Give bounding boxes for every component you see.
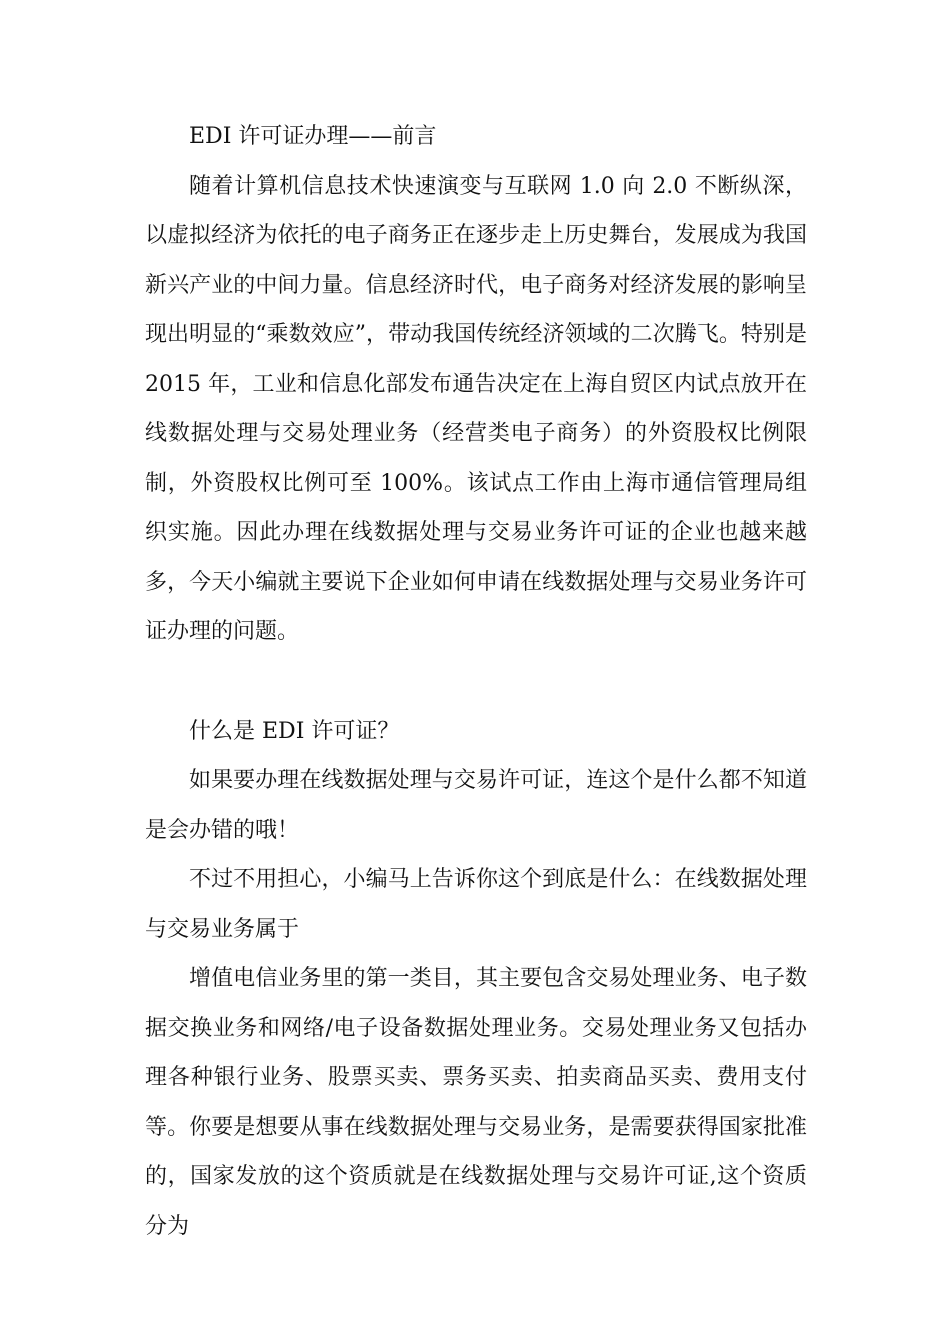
paragraph-warning: 如果要办理在线数据处理与交易许可证，连这个是什么都不知道是会办错的哦！ [145, 768, 807, 843]
document-body [145, 112, 807, 1251]
section-heading-preface: EDI 许可证办理——前言 [189, 124, 437, 149]
section-gap [145, 657, 807, 707]
paragraph-explanation-start: 不过不用担心，小编马上告诉你这个到底是什么：在线数据处理与交易业务属于 [145, 867, 807, 942]
intro-paragraph: 随着计算机信息技术快速演变与互联网 1.0 向 2.0 不断纵深，以虚拟经济为依托的电子商务正在逐步走上历史舞台，发展成为我国新兴产业的中间力量。信息经济时代，电子商务对经济发展的影响呈现出明显的“乘数效应”，带动我国传统经济领域的二次腾飞。特别是 2015 年，工业和信息化部发布通告决定在上海自贸区内试点放开在线数据处理与交易处理业务（经营类电子商务）的外资股权比例限制，外资股权比例可至 100%。该试点工作由上海市通信管理局组织实施。因此办理在线数据处理与交易业务许可证的企业也越来越多，今天小编就主要说下企业如何申请在线数据处理与交易业务许可证办理的问题。 [145, 173, 807, 644]
section-heading-what-is-edi: 什么是 EDI 许可证？ [189, 718, 400, 744]
paragraph-explanation-detail: 增值电信业务里的第一类目，其主要包含交易处理业务、电子数据交换业务和网络/电子设备数据处理业务。交易处理业务又包括办理各种银行业务、股票买卖、票务买卖、拍卖商品买卖、费用支付等。你要是想要从事在线数据处理与交易业务，是需要获得国家批准的，国家发放的这个资质就是在线数据处理与交易许可证,这个资质分为 [145, 966, 807, 1239]
